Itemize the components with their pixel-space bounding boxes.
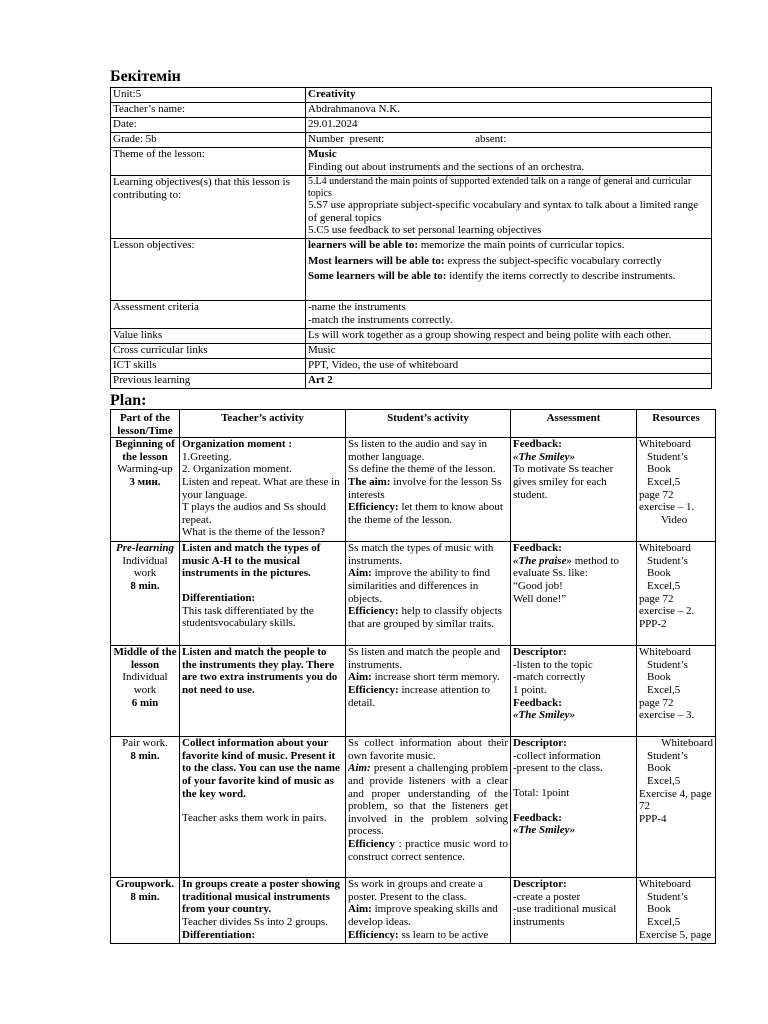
student-text: Ss match the types of music with instruments. <box>348 542 494 567</box>
part-type: Pair work. <box>122 737 168 750</box>
assessment-text: Feedback: <box>513 811 562 824</box>
teacher-text: Teacher asks them work in pairs. <box>182 812 327 825</box>
assessment-text: Total: 1point <box>513 786 570 799</box>
criteria-line: -match the instruments correctly. <box>308 313 453 326</box>
info-label: Teacher’s name: <box>111 103 306 118</box>
resource-text: PPP-4 <box>639 812 667 825</box>
resource-text: Excel,5 <box>647 774 681 787</box>
info-row-grade <box>111 133 712 148</box>
resource-text: Exercise 5, page <box>639 928 712 941</box>
teacher-text: 2. Organization moment. <box>182 463 292 476</box>
part-time: 8 min. <box>130 579 160 592</box>
assessment-text: «The praise» method to evaluate Ss. like: <box>513 554 620 580</box>
assessment-text: «The Smiley» <box>513 824 576 837</box>
info-row-theme <box>111 148 712 176</box>
assessment-text: Feedback: <box>513 696 562 709</box>
info-label: Assessment criteria <box>111 301 306 329</box>
header-part: Part of the lesson/Time <box>111 410 180 438</box>
part-type: Warming-up <box>117 463 173 476</box>
part-name: Beginning of the lesson <box>115 438 175 463</box>
resource-text: Student’s Book <box>647 890 688 916</box>
assessment-text: Descriptor: <box>513 737 567 750</box>
info-label: Learning objectives(s) that this lesson is contributing to: <box>111 176 306 239</box>
info-row-cross-curricular <box>111 344 712 359</box>
student-text: Ss define the theme of the lesson. <box>348 463 496 476</box>
student-text: Aim: increase short term memory. <box>348 671 500 684</box>
assessment-text: -listen to the topic <box>513 658 593 671</box>
student-text: Ss listen and match the people and instruments. <box>348 646 501 671</box>
student-text: Aim: improve the ability to find similarities and differences in objects. <box>348 567 491 605</box>
info-value: Number present: absent: <box>306 133 712 148</box>
info-row-teacher <box>111 103 712 118</box>
resource-text: Student’s Book <box>647 749 688 775</box>
resource-text: Video <box>661 513 688 526</box>
plan-row <box>111 646 716 737</box>
teacher-text: What is the theme of the lesson? <box>182 526 325 539</box>
lesson-info-table <box>110 87 712 389</box>
resource-text: Whiteboard <box>639 542 691 555</box>
part-time: 3 мин. <box>129 475 161 488</box>
teacher-text: Teacher divides Ss into 2 groups. <box>182 915 328 928</box>
info-row-date <box>111 118 712 133</box>
teacher-text: Organization moment : <box>182 438 292 451</box>
assessment-text: -collect information <box>513 749 601 762</box>
assessment-text: -use traditional musical instruments <box>513 903 617 928</box>
info-label: Value links <box>111 329 306 344</box>
plan-header-row <box>111 410 716 438</box>
info-row-ict <box>111 359 712 374</box>
info-label: Date: <box>111 118 306 133</box>
part-name: Pre-learning <box>115 542 175 555</box>
lesson-objective: Some learners will be able to: identify the items correctly to describe instruments. <box>308 270 676 283</box>
assessment-text: “Good job! <box>513 579 563 592</box>
objective-line: 5.C5 use feedback to set personal learning objectives <box>308 224 542 237</box>
assessment-text: «The Smiley» <box>513 709 576 722</box>
part-time: 8 min. <box>130 749 160 762</box>
info-value: Art 2 <box>306 374 712 389</box>
part-time: 8 min. <box>130 890 160 903</box>
part-type: Individual work <box>122 554 168 580</box>
assessment-text: Well done!” <box>513 592 567 605</box>
header-student: Student’s activity <box>346 410 511 438</box>
info-row-previous <box>111 374 712 389</box>
part-time: 6 min <box>131 696 159 709</box>
resource-text: PPP-2 <box>639 617 667 630</box>
assessment-text: Descriptor: <box>513 646 567 659</box>
lesson-objective: Most learners will be able to: express the subject-specific vocabulary correctly <box>308 254 662 267</box>
resource-text: exercise – 3. <box>639 709 695 722</box>
info-value: Abdrahmanova N.K. <box>306 103 712 118</box>
resource-text: Whiteboard <box>639 646 691 659</box>
assessment-text: «The Smiley» <box>513 450 576 463</box>
student-text: The aim: involve for the lesson Ss interests <box>348 475 502 501</box>
part-name: Middle of the lesson <box>113 646 177 671</box>
teacher-text: T plays the audios and Ss should repeat. <box>182 501 327 526</box>
info-value: Music <box>306 344 712 359</box>
resource-text: Whiteboard <box>661 737 713 750</box>
header-assessment: Assessment <box>511 410 637 438</box>
info-value: Creativity <box>306 88 712 103</box>
info-label: Lesson objectives: <box>111 239 306 301</box>
resource-text: Student’s Book <box>647 450 688 476</box>
assessment-text: -present to the class. <box>513 762 603 775</box>
resource-text: page 72 <box>639 488 674 501</box>
theme-subtitle: Finding out about instruments and the sections of an orchestra. <box>308 160 585 173</box>
teacher-text: Differentiation: <box>182 591 256 604</box>
criteria-line: -name the instruments <box>308 301 406 313</box>
student-text: Efficiency: help to classify objects that are grouped by similar traits. <box>348 605 502 630</box>
part-type: Groupwork. <box>115 878 175 891</box>
plan-row <box>111 878 716 944</box>
info-label: Unit:5 <box>111 88 306 103</box>
plan-table <box>110 409 716 944</box>
student-text: Efficiency: let them to know about the theme of the lesson. <box>348 501 503 526</box>
student-text: Ss collect information about their own favorite music. <box>348 737 508 762</box>
resource-text: Student’s Book <box>647 554 688 580</box>
assessment-text: To motivate Ss teacher gives smiley for each student. <box>513 463 614 501</box>
teacher-text: Listen and match the people to the instruments they play. There are two extra instruments you do not need to use. <box>182 646 338 696</box>
info-row-value-links <box>111 329 712 344</box>
teacher-text: Differentiation: <box>182 928 256 941</box>
student-text: Ss work in groups and create a poster. Present to the class. <box>348 878 484 903</box>
assessment-text: -create a poster <box>513 890 581 903</box>
resource-text: page 72 <box>639 696 674 709</box>
header-teacher: Teacher’s activity <box>180 410 346 438</box>
info-label: Cross curricular links <box>111 344 306 359</box>
resource-text: Excel,5 <box>647 579 681 592</box>
info-value: PPT, Video, the use of whiteboard <box>306 359 712 374</box>
document-heading: Бекітемін <box>110 68 181 85</box>
resource-text: Excel,5 <box>647 915 681 928</box>
plan-row <box>111 737 716 878</box>
student-text: Aim: improve speaking skills and develop ideas. <box>348 903 498 928</box>
info-label: Grade: 5b <box>111 133 306 148</box>
resource-text: Whiteboard <box>639 878 691 891</box>
header-resources: Resources <box>637 410 716 438</box>
resource-text: page 72 <box>639 592 674 605</box>
plan-row <box>111 542 716 646</box>
objective-line: 5.S7 use appropriate subject-specific vocabulary and syntax to talk about a limited range of general topics <box>308 199 699 224</box>
plan-heading: Plan: <box>110 392 147 409</box>
teacher-text: Listen and match the types of music A-H to the musical instruments in the pictures. <box>182 542 321 580</box>
info-row-lesson-objectives <box>111 239 712 301</box>
resource-text: Excel,5 <box>647 475 681 488</box>
objective-line: 5.L4 understand the main points of supported extended talk on a range of general and curricular topics <box>308 176 692 199</box>
student-text: Efficiency: increase attention to detail. <box>348 683 491 709</box>
part-type: Individual work <box>122 671 168 696</box>
resource-text: Exercise 4, page 72 <box>639 787 712 813</box>
assessment-text: -match correctly <box>513 671 586 684</box>
resource-text: Excel,5 <box>647 683 681 696</box>
student-text: Efficiency: ss learn to be active <box>348 928 489 941</box>
resource-text: Student’s Book <box>647 658 688 684</box>
resource-text: Whiteboard <box>639 438 691 451</box>
student-text: Efficiency : practice music word to construct correct sentence. <box>348 837 508 863</box>
lesson-objective: learners will be able to: memorize the main points of curricular topics. <box>308 239 625 251</box>
teacher-text: Collect information about your favorite kind of music. Present it to the class. You can use the name of your favorite kind of music as the key word. <box>182 737 340 800</box>
assessment-text: Feedback: <box>513 438 562 451</box>
teacher-text: 1.Greeting. <box>182 450 232 463</box>
info-label: Previous learning <box>111 374 306 389</box>
assessment-text: Descriptor: <box>513 878 567 891</box>
theme-title: Music <box>308 148 337 160</box>
info-label: ICT skills <box>111 359 306 374</box>
info-label: Theme of the lesson: <box>111 148 306 176</box>
assessment-text: Feedback: <box>513 542 562 555</box>
resource-text: exercise – 2. <box>639 605 695 618</box>
info-row-learning-objectives <box>111 176 712 239</box>
info-row-assessment <box>111 301 712 329</box>
teacher-text: Listen and repeat. What are these in your language. <box>182 475 340 501</box>
info-value: 29.01.2024 <box>306 118 712 133</box>
resource-text: exercise – 1. <box>639 501 695 514</box>
info-row-unit <box>111 88 712 103</box>
assessment-text: 1 point. <box>513 683 547 696</box>
info-value: Ls will work together as a group showing respect and being polite with each other. <box>306 329 712 344</box>
student-text: Ss listen to the audio and say in mother language. <box>348 438 488 463</box>
teacher-text: This task differentiated by the studentsvocabulary skills. <box>182 604 314 630</box>
teacher-text: In groups create a poster showing traditional musical instruments from your country. <box>182 878 340 916</box>
student-text: Aim: present a challenging problem and provide listeners with a clear and proper understanding of the problem, so that the listeners get involved in the problem solving process. <box>348 762 508 838</box>
plan-row <box>111 438 716 542</box>
